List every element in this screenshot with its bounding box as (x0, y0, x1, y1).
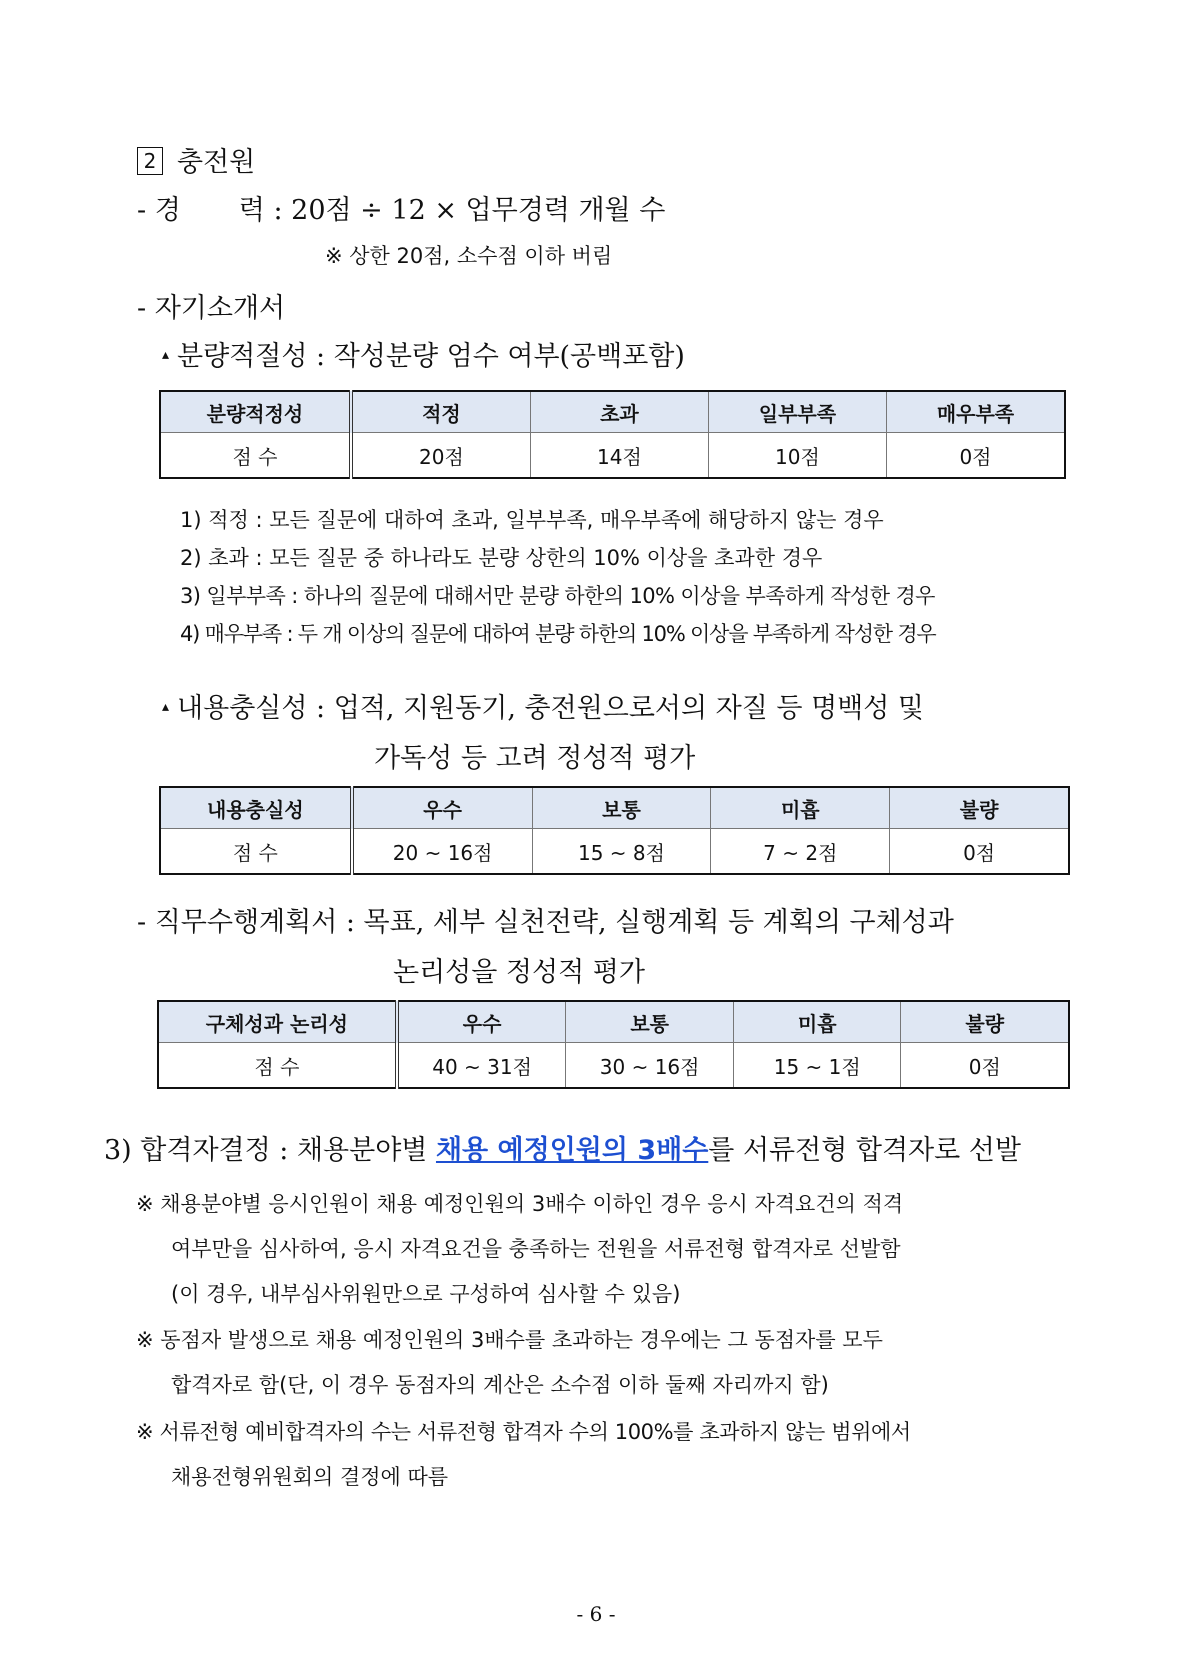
table-row (160, 829, 1069, 875)
content-score-table (159, 786, 1070, 875)
section3-note: ※ 채용분야별 응시인원이 채용 예정인원의 3배수 이하인 경우 응시 자격요건의 적격 (136, 1192, 904, 1216)
table-cell: 7 ~ 2점 (711, 829, 890, 875)
table-cell: 점 수 (160, 433, 351, 479)
career-note: ※ 상한 20점, 소수점 이하 버림 (325, 244, 613, 268)
section3-note-cont: 여부만을 심사하여, 응시 자격요건을 충족하는 전원을 서류전형 합격자로 선발함 (171, 1237, 901, 1261)
content-heading-cont: 가독성 등 고려 정성적 평가 (374, 743, 696, 774)
section3-highlight: 채용 예정인원의 3배수 (435, 1135, 709, 1166)
career-label-start: - 경 (137, 195, 181, 226)
table-header-cell: 일부부족 (708, 391, 886, 433)
table-header-cell: 미흡 (711, 787, 890, 829)
career-label-end: 력 (238, 195, 265, 226)
table-header-cell: 보통 (532, 787, 711, 829)
table-cell: 0점 (890, 829, 1069, 875)
content-heading (162, 686, 924, 725)
table-cell: 20점 (351, 433, 531, 479)
section3-note: ※ 서류전형 예비합격자의 수는 서류전형 합격자 수의 100%를 초과하지 않는 범위에서 (136, 1420, 911, 1444)
table-cell: 0점 (901, 1043, 1069, 1089)
table-header-cell: 보통 (566, 1001, 734, 1043)
career-formula: : 20점 ÷ 12 × 업무경력 개월 수 (273, 195, 666, 226)
table-header-row (160, 391, 1065, 433)
table-header-cell: 초과 (530, 391, 708, 433)
page-number: - 6 - (576, 1602, 616, 1626)
job-plan-heading: - 직무수행계획서 : 목표, 세부 실천전략, 실행계획 등 계획의 구체성과 (137, 907, 954, 938)
table-header-cell: 구체성과 논리성 (158, 1001, 397, 1043)
table-cell: 15 ~ 1점 (733, 1043, 901, 1089)
table-header-cell: 내용충실성 (160, 787, 352, 829)
self-intro-heading: - 자기소개서 (137, 293, 286, 324)
triangle-bullet-icon: ▴ (162, 347, 170, 363)
table-cell: 10점 (708, 433, 886, 479)
amount-note: 1) 적정 : 모든 질문에 대하여 초과, 일부부족, 매우부족에 해당하지 않는 경우 (180, 508, 884, 532)
section3-heading-prefix: 3) 합격자결정 : 채용분야별 (104, 1135, 436, 1166)
table-cell: 30 ~ 16점 (566, 1043, 734, 1089)
triangle-bullet-icon: ▴ (162, 699, 170, 715)
table-header-cell: 우수 (352, 787, 532, 829)
amount-note: 4) 매우부족 : 두 개 이상의 질문에 대하여 분량 하한의 10% 이상을 부족하게 작성한 경우 (180, 622, 936, 646)
section3-note-cont: 채용전형위원회의 결정에 따름 (171, 1465, 449, 1489)
table-header-row (160, 787, 1069, 829)
section3-note-cont: (이 경우, 내부심사위원만으로 구성하여 심사할 수 있음) (171, 1282, 681, 1306)
amount-heading-text: 분량적절성 : 작성분량 엄수 여부(공백포함) (177, 341, 685, 372)
section3-note-cont: 합격자로 함(단, 이 경우 동점자의 계산은 소수점 이하 둘째 자리까지 함) (171, 1373, 829, 1397)
table-header-cell: 매우부족 (886, 391, 1065, 433)
table-cell: 20 ~ 16점 (352, 829, 532, 875)
table-header-cell: 적정 (351, 391, 531, 433)
table-row (158, 1043, 1069, 1089)
table-cell: 0점 (886, 433, 1065, 479)
section-number-box: 2 (137, 147, 163, 175)
amount-score-table (159, 390, 1066, 479)
section3-heading (104, 1128, 1021, 1167)
table-header-cell: 미흡 (733, 1001, 901, 1043)
table-cell: 40 ~ 31점 (397, 1043, 566, 1089)
amount-note: 2) 초과 : 모든 질문 중 하나라도 분량 상한의 10% 이상을 초과한 경우 (180, 546, 823, 570)
table-header-cell: 불량 (890, 787, 1069, 829)
job-plan-score-table (157, 1000, 1070, 1089)
table-header-cell: 불량 (901, 1001, 1069, 1043)
section-title (137, 140, 255, 179)
amount-note: 3) 일부부족 : 하나의 질문에 대해서만 분량 하한의 10% 이상을 부족하게 작성한 경우 (180, 584, 935, 608)
section3-note: ※ 동점자 발생으로 채용 예정인원의 3배수를 초과하는 경우에는 그 동점자를 모두 (136, 1328, 883, 1352)
content-heading-text: 내용충실성 : 업적, 지원동기, 충전원으로서의 자질 등 명백성 및 (177, 693, 925, 724)
section3-heading-suffix: 를 서류전형 합격자로 선발 (708, 1135, 1021, 1166)
table-header-cell: 분량적정성 (160, 391, 351, 433)
job-plan-heading-cont: 논리성을 정성적 평가 (393, 957, 645, 988)
amount-heading (162, 334, 685, 373)
career-line (137, 188, 665, 227)
table-header-cell: 우수 (397, 1001, 566, 1043)
table-cell: 14점 (530, 433, 708, 479)
table-header-row (158, 1001, 1069, 1043)
table-cell: 15 ~ 8점 (532, 829, 711, 875)
table-cell: 점 수 (158, 1043, 397, 1089)
table-row (160, 433, 1065, 479)
table-cell: 점 수 (160, 829, 352, 875)
section-title-text: 충전원 (177, 147, 256, 178)
